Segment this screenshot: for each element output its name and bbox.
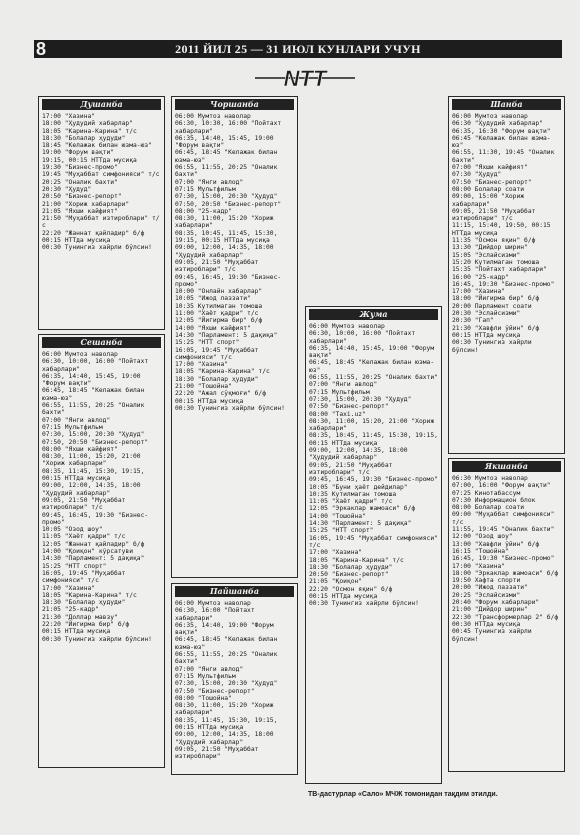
schedule-list xyxy=(172,113,297,412)
schedule-item: 21:30 "Хавфли ўйин" б/ф xyxy=(452,324,540,332)
schedule-item: 06:55, 11:30, 19:45 "Оналик бахти" xyxy=(452,149,555,164)
schedule-item: 06:55, 11:55, 20:25 "Оналик бахти" xyxy=(42,402,145,417)
schedule-item: 07:00 "Янги авлод" xyxy=(175,665,244,673)
schedule-item: 16:15 "Тошойна" xyxy=(452,547,509,555)
schedule-item: 09:05, 21:50 "Муҳаббат изтироблари" xyxy=(175,745,259,761)
day-block-wednesday xyxy=(171,96,298,578)
schedule-item: 07:30, 15:00, 20:30 "Ҳудуд" xyxy=(175,680,278,688)
schedule-list xyxy=(449,475,564,643)
schedule-item: 06:30, 16:00 "Пойтахт хабарлари" xyxy=(175,607,255,622)
schedule-item: 21:50 "Муҳаббат изтироблари" т/с xyxy=(42,215,160,230)
schedule-item: 06:30, 10:00, 16:00 "Пойтахт хабарлари" xyxy=(42,358,149,373)
schedule-item: 06:35, 14:40, 15:45, 19:00 "Форум вақти" xyxy=(309,344,435,360)
schedule-item: 08:30, 11:00, 15:20 "Хориж хабарлари" xyxy=(175,702,274,717)
schedule-item: 21:30 "Доллар мавзу" xyxy=(42,613,118,621)
page-number: 8 xyxy=(36,39,47,59)
schedule-item: 00:45 Тунингиз хайрли бўлсин! xyxy=(452,628,532,643)
footer-credit: ТВ-дастурлар «Сало» МЧЖ томонидан тақдим этилди. xyxy=(308,791,498,798)
schedule-item: 15:25 "НТТ спорт" xyxy=(309,527,374,535)
schedule-item: 00:30 Тунингиз хайрли бўлсин! xyxy=(175,404,285,412)
schedule-item: 08:30, 11:00, 15:20 "Хориж хабарлари" xyxy=(175,215,274,230)
schedule-item: 20:25 "Оналик бахти" xyxy=(42,178,118,186)
schedule-item: 12:00 "Озод шоу" xyxy=(452,533,513,541)
schedule-item: 06:30 Мумтоз наволар xyxy=(452,475,528,482)
schedule-item: 07:00 "Янги авлод" xyxy=(42,416,111,424)
schedule-item: 09:05, 21:50 "Муҳаббат изтироблари" т/с xyxy=(175,258,259,274)
schedule-item: 06:30 "Ҳудудий хабарлар" xyxy=(452,120,543,128)
schedule-item: 20:30 "Эслайсизми" xyxy=(452,310,521,318)
schedule-item: 09:45, 16:45, 19:30 "Бизнес-промо" xyxy=(175,273,282,288)
schedule-item: 06:00 Мумтоз наволар xyxy=(42,351,118,358)
schedule-item: 06:55, 11:55, 20:25 "Оналик бахти" xyxy=(175,164,278,179)
schedule-item: 20:40 "Форум хабарлари" xyxy=(452,599,540,607)
schedule-list xyxy=(172,600,297,761)
schedule-item: 00:15 НТТда мусиқа xyxy=(175,397,244,405)
schedule-item: 19:15, 00:15 НТТда мусиқа xyxy=(42,156,137,164)
schedule-item: 17:00 "Хазина" xyxy=(309,549,363,557)
schedule-item: 07:15 Мультфильм xyxy=(175,672,236,680)
schedule-item: 19:30 "Бизнес-промо" xyxy=(42,164,118,172)
schedule-item: 06:35, 16:30 "Форум вақти" xyxy=(452,127,551,135)
schedule-item: 06:35, 14:40, 15:45, 19:00 "Форум вақти" xyxy=(42,372,141,388)
schedule-item: 08:35, 11:45, 15:30, 19:15, 00:15 НТТда мусиқа xyxy=(42,467,145,483)
schedule-item: 19:00 "Форум вақти" xyxy=(42,149,115,157)
schedule-item: 20:50 "Бизнес-репорт" xyxy=(309,571,389,579)
schedule-item: 08:00 "25-кадр" xyxy=(175,207,232,215)
schedule-item: 20:30 "Гап" xyxy=(452,317,494,325)
day-block-friday xyxy=(305,306,442,784)
schedule-item: 11:05 "Хаёт қадри" т/с xyxy=(42,533,126,541)
page-header-bar xyxy=(34,40,562,58)
schedule-item: 06:55, 11:55, 20:25 "Оналик бахти" xyxy=(175,651,278,666)
schedule-item: 21:05 "25-кадр" xyxy=(42,606,99,614)
schedule-item: 12:05 "Йигирма бир" б/ф xyxy=(175,317,263,325)
svg-text:NTT: NTT xyxy=(283,66,327,91)
schedule-item: 06:30, 10:30, 16:00 "Пойтахт хабарлари" xyxy=(175,120,282,135)
schedule-item: 18:00 "Эркаклар жамоаси" б/ф xyxy=(452,569,559,577)
schedule-item: 00:15 НТТда мусиқа xyxy=(452,331,521,339)
schedule-item: 15:25 "НТТ спорт" xyxy=(175,339,240,347)
schedule-item: 08:00 Болалар соати xyxy=(452,504,525,512)
schedule-item: 22:30 "Трансформерлар 2" б/ф xyxy=(452,613,559,621)
schedule-item: 07:00, 16:00 "Форум вақти" xyxy=(452,482,551,490)
schedule-item: 00:30 Тунингиз хайрли бўлсин! xyxy=(309,600,419,608)
schedule-item: 08:35, 10:45, 11:45, 15:30, 19:15, 00:15 НТТда мусиқа xyxy=(309,432,438,447)
schedule-item: 10:00 "Онлайн хабарлар" xyxy=(175,288,263,296)
day-heading: Душанба xyxy=(42,99,161,110)
schedule-item: 00:30 Тунингиз хайрли бўлсин! xyxy=(452,339,532,354)
schedule-item: 10:05 "Ижод лаззати" xyxy=(175,295,251,303)
day-heading: Чоршанба xyxy=(175,99,294,110)
schedule-item: 00:30 НТТда мусиқа xyxy=(452,620,521,628)
schedule-item: 20:30 "Ҳудуд" xyxy=(42,185,92,193)
schedule-list xyxy=(306,323,441,608)
schedule-item: 16:05, 19:45 "Муҳаббат симфонияси" т/с xyxy=(175,346,259,361)
schedule-item: 09:00, 12:00, 14:35, 18:00 "Ҳудудий хабарлар" xyxy=(309,447,408,462)
schedule-item: 10:35 Кутилмаган томоша xyxy=(175,302,263,310)
schedule-item: 21:00 "Хориж хабарлари" xyxy=(42,200,130,208)
schedule-item: 11:15, 15:40, 19:50, 00:15 НТТда мусиқа xyxy=(452,222,551,237)
schedule-item: 18:30 "Болалар ҳудуди" xyxy=(42,599,126,607)
day-block-thursday xyxy=(171,583,298,775)
schedule-item: 14:30 "Парламент: 5 дақиқа" xyxy=(175,331,278,339)
schedule-item: 09:00, 12:00, 14:35, 18:00 "Ҳудудий хабарлар" xyxy=(175,244,274,259)
schedule-item: 13:00 "Хавфли ўйин" б/ф xyxy=(452,540,540,548)
schedule-item: 00:15 НТТда мусиқа xyxy=(42,237,111,245)
schedule-item: 00:30 Тунингиз хайрли бўлсин! xyxy=(42,635,152,643)
schedule-item: 06:45, 18:45 "Келажак билан юзма-юз" xyxy=(175,149,278,164)
schedule-item: 07:30 Информацион блок xyxy=(452,496,536,504)
schedule-item: 22:20 "Жаннат қайладир" б/ф xyxy=(42,229,145,237)
schedule-item: 15:05 "Эслайсизми" xyxy=(452,251,521,259)
schedule-item: 18:00 "Ҳудудий хабарлар" xyxy=(42,120,133,128)
schedule-item: 06:00 Мумтоз наволар xyxy=(452,113,528,120)
schedule-item: 07:50, 20:50 "Бизнес-репорт" xyxy=(42,438,149,446)
schedule-item: 08:35, 10:45, 11:45, 15:30, 19:15, 00:15 НТТда мусиқа xyxy=(175,229,278,245)
schedule-item: 09:00 "Муҳаббат симфонияси" т/с xyxy=(452,511,555,526)
schedule-item: 19:45 "Муҳаббат симфонияси" т/с xyxy=(42,171,160,179)
schedule-item: 07:25 Кинотабассум xyxy=(452,489,521,497)
day-heading: Жума xyxy=(309,309,438,320)
schedule-item: 09:45, 16:45, 19:30 "Бизнес-промо" xyxy=(309,476,438,484)
schedule-item: 17:00 "Хазина" xyxy=(42,113,96,120)
schedule-item: 06:00 Мумтоз наволар xyxy=(175,600,251,607)
schedule-item: 18:45 "Келажак билан юзма-юз" xyxy=(42,142,152,150)
schedule-item: 14:00 "Тошойна" xyxy=(309,512,366,520)
schedule-item: 20:00 Парламент соати xyxy=(452,302,532,310)
schedule-item: 14:00 "Яхши кайфият" xyxy=(175,324,251,332)
schedule-item: 06:35, 14:40, 15:45, 19:00 "Форум вақти" xyxy=(175,134,274,150)
schedule-item: 10:05 "Буни ҳаёт дейдилар" xyxy=(309,483,408,491)
schedule-item: 16:45, 19:30 "Бизнес-промо" xyxy=(452,555,555,563)
schedule-item: 07:50 "Бизнес-репорт" xyxy=(452,178,532,186)
schedule-item: 06:45, 18:45 "Келажак билан юзма-юз" xyxy=(175,636,278,651)
schedule-item: 18:05 "Карина-Карина" т/с xyxy=(42,591,137,599)
schedule-list xyxy=(449,113,564,354)
schedule-item: 07:30, 15:00, 20:30 "Ҳудуд" xyxy=(42,431,145,439)
day-heading: Сешанба xyxy=(42,337,161,348)
schedule-item: 18:05 "Карина-Карина" т/с xyxy=(42,127,137,135)
schedule-item: 07:15 Мультфильм xyxy=(175,185,236,193)
schedule-item: 15:20 Кутилмаган томоша xyxy=(452,258,540,266)
schedule-item: 16:05, 19:45 "Муҳаббат симфонияси" т/с xyxy=(42,569,126,585)
schedule-item: 15:35 "Пойтахт хабарлари" xyxy=(452,266,547,274)
schedule-item: 06:35, 14:40, 19:00 "Форум вақти" xyxy=(175,621,274,637)
schedule-item: 07:50, 20:50 "Бизнес-репорт" xyxy=(175,200,282,208)
schedule-item: 21:00 "Дийдор ширин" xyxy=(452,606,528,614)
schedule-item: 16:00 "25-кадр" xyxy=(452,273,509,281)
day-heading: Пайшанба xyxy=(175,586,294,597)
schedule-item: 00:15 НТТда мусиқа xyxy=(309,592,378,600)
day-block-tuesday xyxy=(38,334,165,768)
schedule-item: 17:00 "Хазина" xyxy=(452,562,506,570)
day-block-saturday xyxy=(448,96,565,454)
schedule-item: 18:30 "Болалар ҳудуди" xyxy=(175,375,259,383)
schedule-item: 06:45 "Келажак билан юзма-юз" xyxy=(452,134,551,150)
schedule-item: 08:00 Болалар соати xyxy=(452,185,525,193)
schedule-item: 00:15 НТТда мусиқа xyxy=(42,628,111,636)
schedule-item: 09:05, 21:50 "Муҳаббат изтироблари" т/с xyxy=(309,461,393,476)
schedule-item: 22:20 "Йигирма бир" б/ф xyxy=(42,620,130,628)
schedule-item: 16:45, 19:30 "Бизнес-промо" xyxy=(452,280,555,288)
schedule-item: 11:55, 19:45 "Оналик бахти" xyxy=(452,526,555,534)
schedule-item: 07:30, 15:00, 20:30 "Ҳудуд" xyxy=(175,193,278,201)
day-heading: Шанба xyxy=(452,99,561,110)
schedule-item: 00:30 Тунингиз хайрли бўлсин! xyxy=(42,244,152,252)
day-block-monday xyxy=(38,96,165,330)
schedule-item: 20:50 "Бизнес-репорт" xyxy=(42,193,122,201)
schedule-item: 06:00 Мумтоз наволар xyxy=(309,323,385,330)
schedule-item: 07:30 "Ҳудуд" xyxy=(452,171,502,179)
schedule-item: 07:30, 15:00, 20:30 "Ҳудуд" xyxy=(309,395,412,403)
schedule-item: 07:50 "Бизнес-репорт" xyxy=(175,687,255,695)
schedule-item: 09:05, 21:50 "Муҳаббат изтироблари" т/с xyxy=(42,496,126,512)
schedule-item: 10:05 "Озод шоу" xyxy=(42,526,103,534)
schedule-item: 08:30, 11:00, 15:20, 21:00 "Хориж хабарлари" xyxy=(42,453,141,468)
schedule-item: 11:00 "Хаёт қадри" т/с xyxy=(175,310,259,318)
ntt-logo xyxy=(255,62,355,94)
schedule-item: 08:30, 11:00, 15:20, 21:00 "Хориж хабарлари" xyxy=(309,417,435,433)
schedule-item: 16:05, 19:45 "Муҳаббат симфонияси" т/с xyxy=(309,534,438,549)
schedule-item: 17:00 "Хазина" xyxy=(452,288,506,296)
schedule-item: 07:00 "Янги авлод" xyxy=(309,381,378,389)
schedule-item: 12:05 "Эркаклар жамоаси" б/ф xyxy=(309,505,416,513)
schedule-item: 22:20 "Осмон яқин" б/ф xyxy=(309,585,393,593)
schedule-item: 20:25 "Эслайсизми" xyxy=(452,591,521,599)
schedule-item: 08:00 "Яхши кайфият" xyxy=(42,445,118,453)
schedule-item: 08:00 "Тошойна" xyxy=(175,694,232,702)
schedule-item: 21:05 "Яхши кайфият" xyxy=(42,207,118,215)
schedule-item: 13:30 "Дийдор ширин" xyxy=(452,244,528,252)
schedule-item: 18:00 "Йигирма бир" б/ф xyxy=(452,295,540,303)
schedule-list xyxy=(39,351,164,643)
schedule-item: 17:00 "Хазина" xyxy=(175,361,229,369)
schedule-item: 18:05 "Карина-Карина" т/с xyxy=(175,368,270,376)
schedule-item: 09:00, 15:00 "Хориж хабарлари" xyxy=(452,193,525,208)
schedule-item: 14:30 "Парламент: 5 дақиқа" xyxy=(42,555,145,563)
schedule-item: 17:00 "Хазина" xyxy=(42,584,96,592)
schedule-item: 06:00 Мумтоз наволар xyxy=(175,113,251,120)
schedule-item: 07:00 "Янги авлод" xyxy=(175,178,244,186)
schedule-item: 11:05 "Хаёт қадри" т/с xyxy=(309,498,393,506)
day-heading: Якшанба xyxy=(452,461,561,472)
schedule-item: 20:00 "Ижод лаззати" xyxy=(452,584,528,592)
schedule-item: 06:30, 10:00, 16:00 "Пойтахт хабарлари" xyxy=(309,330,416,345)
day-block-sunday xyxy=(448,458,565,772)
schedule-item: 06:55, 11:55, 20:25 "Оналик бахти" xyxy=(309,374,438,382)
schedule-item: 07:15 Мультфильм xyxy=(309,388,370,396)
schedule-item: 21:00 "Тошойна" xyxy=(175,382,232,390)
schedule-item: 09:45, 16:45, 19:30 "Бизнес-промо" xyxy=(42,511,149,526)
schedule-item: 21:05 "Қоиқон" xyxy=(309,578,363,586)
schedule-item: 07:00 "Яхши кайфият" xyxy=(452,164,528,172)
schedule-item: 11:35 "Осмон яқин" б/ф xyxy=(452,237,536,245)
schedule-item: 18:30 "Болалар ҳудуди" xyxy=(42,134,126,142)
schedule-item: 10:35 Кутилмаган томоша xyxy=(309,490,397,498)
schedule-item: 06:45, 18:45 "Келажак билан юзма-юз" xyxy=(309,359,435,374)
schedule-item: 09:00, 12:00, 14:35, 18:00 "Ҳудудий хабарлар" xyxy=(175,731,274,746)
schedule-item: 18:30 "Болалар ҳудуди" xyxy=(309,563,393,571)
schedule-item: 15:25 "НТТ спорт" xyxy=(42,562,107,570)
schedule-item: 08:00 "Taxi.uz" xyxy=(309,410,366,418)
schedule-item: 07:50 "Бизнес-репорт" xyxy=(309,403,389,411)
schedule-item: 22:20 "Ажал сўқмоғи" б/ф xyxy=(175,390,266,398)
page-header-title: 2011 ЙИЛ 25 — 31 ИЮЛ КУНЛАРИ УЧУН xyxy=(175,42,421,56)
schedule-item: 12:05 "Жаннат қайладир" б/ф xyxy=(42,540,145,548)
schedule-item: 14:30 "Парламент: 5 дақиқа" xyxy=(309,520,412,528)
schedule-item: 07:15 Мультфильм xyxy=(42,423,103,431)
schedule-item: 18:05 "Карина-Карина" т/с xyxy=(309,556,404,564)
schedule-item: 19:50 Хафта спорти xyxy=(452,577,521,585)
schedule-item: 06:45, 18:45 "Келажак билан юзма-юз" xyxy=(42,387,145,402)
schedule-item: 09:05, 21:50 "Муҳаббат изтироблари" т/с xyxy=(452,207,536,223)
schedule-item: 09:00, 12:00, 14:35, 18:00 "Ҳудудий хабарлар" xyxy=(42,482,141,497)
schedule-item: 14:00 "Қоиқон" кўрсатуви xyxy=(42,548,133,556)
schedule-item: 08:35, 11:45, 15:30, 19:15, 00:15 НТТда мусиқа xyxy=(175,716,278,732)
schedule-list xyxy=(39,113,164,252)
